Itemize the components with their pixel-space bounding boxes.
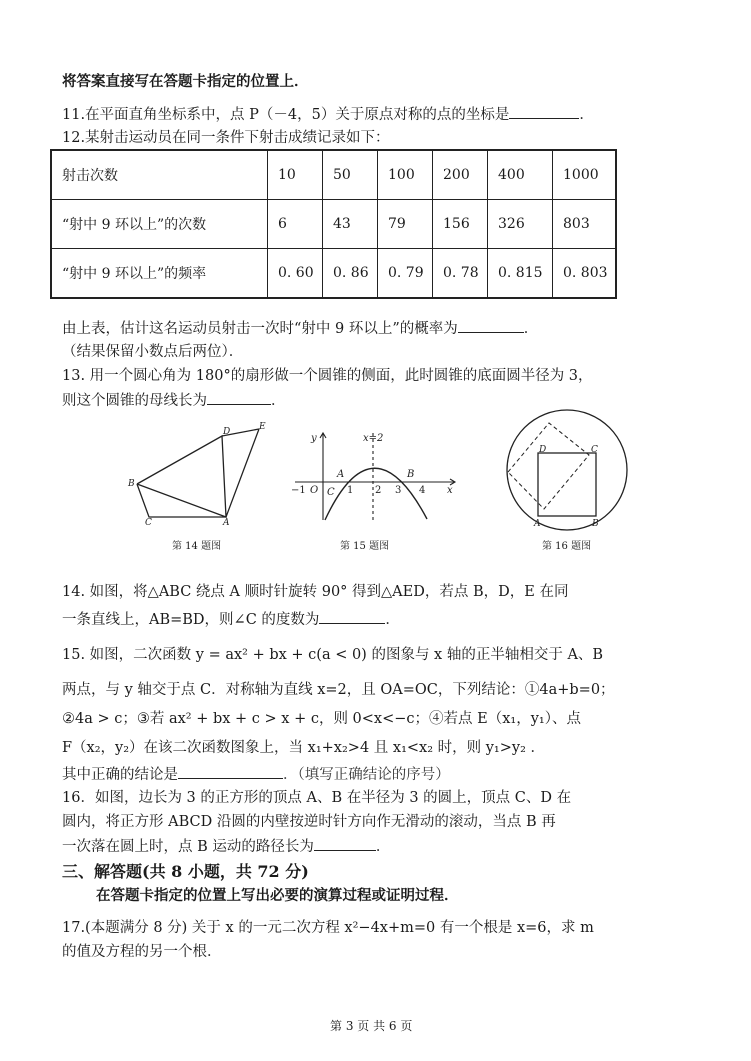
fig16-label-d: D [539,445,547,455]
fig14-label-b: B [128,479,135,489]
table-cell: 100 [378,150,433,200]
section-3-title: 三、解答题(共 8 小题，共 72 分) [62,862,309,881]
table-cell: 79 [378,200,433,249]
table-cell: 10 [268,150,323,200]
figure-15-caption: 第 15 题图 [340,541,390,552]
fig15-label-o: O [310,485,319,496]
shooting-record-table [50,149,617,299]
question-15-line3: ②4a > c；③若 ax² + bx + c > x + c，则 0<x<−c；④若点 E（x₁，y₁）、点 [62,711,581,727]
fig14-label-c: C [145,518,152,528]
question-13-line2: 则这个圆锥的母线长为 ． [62,390,286,411]
fig14-label-d: D [223,427,231,437]
table-cell: 射击次数 [51,150,268,200]
question-12: 12.某射击运动员在同一条件下射击成绩记录如下： [62,130,390,146]
fig16-label-c: C [591,445,598,455]
fig16-label-a: A [534,519,541,529]
table-cell: “射中 9 环以上”的频率 [51,249,268,299]
question-14-line2: 一条直线上，AB=BD，则∠C 的度数为 ． [62,609,400,630]
table-cell: 43 [323,200,378,249]
figure-14-triangle-diagram [125,420,275,530]
table-cell: 1000 [553,150,617,200]
table-cell: 803 [553,200,617,249]
question-15-line4: F（x₂，y₂）在该二次函数图象上，当 x₁+x₂>4 且 x₁<x₂ 时，则 y₁>y₂ ． [62,740,546,756]
table-cell: 50 [323,150,378,200]
table-cell: “射中 9 环以上”的次数 [51,200,268,249]
table-cell: 0. 86 [323,249,378,299]
page-footer: 第 3 页 共 6 页 [330,1019,413,1033]
fig15-tick-4: 4 [419,485,426,496]
table-cell: 0. 815 [488,249,553,299]
table-row [51,200,616,249]
figure-16-caption: 第 16 题图 [542,541,592,552]
question-16-line2: 圆内，将正方形 ABCD 沿圆的内壁按逆时针方向作无滑动的滚动，当点 B 再 [62,814,556,830]
q12-note: （结果保留小数点后两位）． [62,344,244,360]
section-3-instruction: 在答题卡指定的位置上写出必要的演算过程或证明过程． [96,887,459,904]
table-cell: 0. 60 [268,249,323,299]
fig16-label-b: B [592,519,599,529]
table-cell: 0. 803 [553,249,617,299]
table-cell: 326 [488,200,553,249]
table-cell: 0. 79 [378,249,433,299]
q16-answer-blank [314,836,376,851]
table-cell: 0. 78 [433,249,488,299]
figure-15-parabola-graph [285,425,465,525]
table-row [51,249,616,299]
table-cell: 200 [433,150,488,200]
table-row [51,150,616,200]
intro-instruction: 将答案直接写在答题卡指定的位置上． [62,73,309,90]
question-16-line3: 一次落在圆上时，点 B 运动的路径长为 ． [62,836,390,857]
fig15-label-x: x [447,485,453,496]
q13-answer-blank [207,390,271,405]
fig15-label-c: C [327,487,335,498]
fig14-label-a: A [223,518,230,528]
q14-answer-blank [319,609,385,624]
fig15-tick-1: 1 [347,485,354,496]
q11-answer-blank [509,104,579,119]
table-cell: 6 [268,200,323,249]
question-17-line2: 的值及方程的另一个根． [62,944,222,960]
table-cell: 400 [488,150,553,200]
q12-answer-blank [458,318,524,333]
question-16-line1: 16．如图，边长为 3 的正方形的顶点 A、B 在半径为 3 的圆上，顶点 C、D 在 [62,790,572,806]
q12-probability-line: 由上表，估计这名运动员射击一次时“射中 9 环以上”的概率为 ． [62,318,538,339]
question-17-line1: 17.(本题满分 8 分) 关于 x 的一元二次方程 x²−4x+m=0 有一个根是 x=6，求 m [62,920,594,936]
question-15-line2: 两点，与 y 轴交于点 C．对称轴为直线 x=2，且 OA=OC，下列结论：①4a+b=0； [62,682,615,698]
fig14-label-e: E [259,422,266,432]
fig15-tick-neg1: −1 [291,485,306,496]
question-15-line1: 15. 如图，二次函数 y = ax² + bx + c(a < 0) 的图象与 x 轴的正半轴相交于 A、B [62,647,604,663]
question-15-line5: 其中正确的结论是 ．（填写正确结论的序号） [62,764,450,785]
fig15-tick-3: 3 [395,485,402,496]
fig15-tick-2: 2 [375,485,382,496]
question-13-line1: 13. 用一个圆心角为 180°的扇形做一个圆锥的侧面，此时圆锥的底面圆半径为 3， [62,368,593,384]
table-cell: 156 [433,200,488,249]
q11-text: 11.在平面直角坐标系中，点 P（－4，5）关于原点对称的点的坐标是 [62,107,510,123]
fig15-label-y: y [311,433,317,444]
fig15-label-axis-of-symmetry: x=2 [363,433,384,444]
fig15-label-a: A [337,469,345,480]
question-14-line1: 14. 如图，将△ABC 绕点 A 顺时针旋转 90° 得到△AED，若点 B，D，E 在同 [62,584,569,600]
figure-14-caption: 第 14 题图 [172,541,222,552]
q15-answer-blank [178,764,283,779]
question-11: 11.在平面直角坐标系中，点 P（－4，5）关于原点对称的点的坐标是 ． [62,104,594,125]
fig15-label-b: B [407,469,415,480]
figure-16-circle-square-diagram [500,408,640,533]
